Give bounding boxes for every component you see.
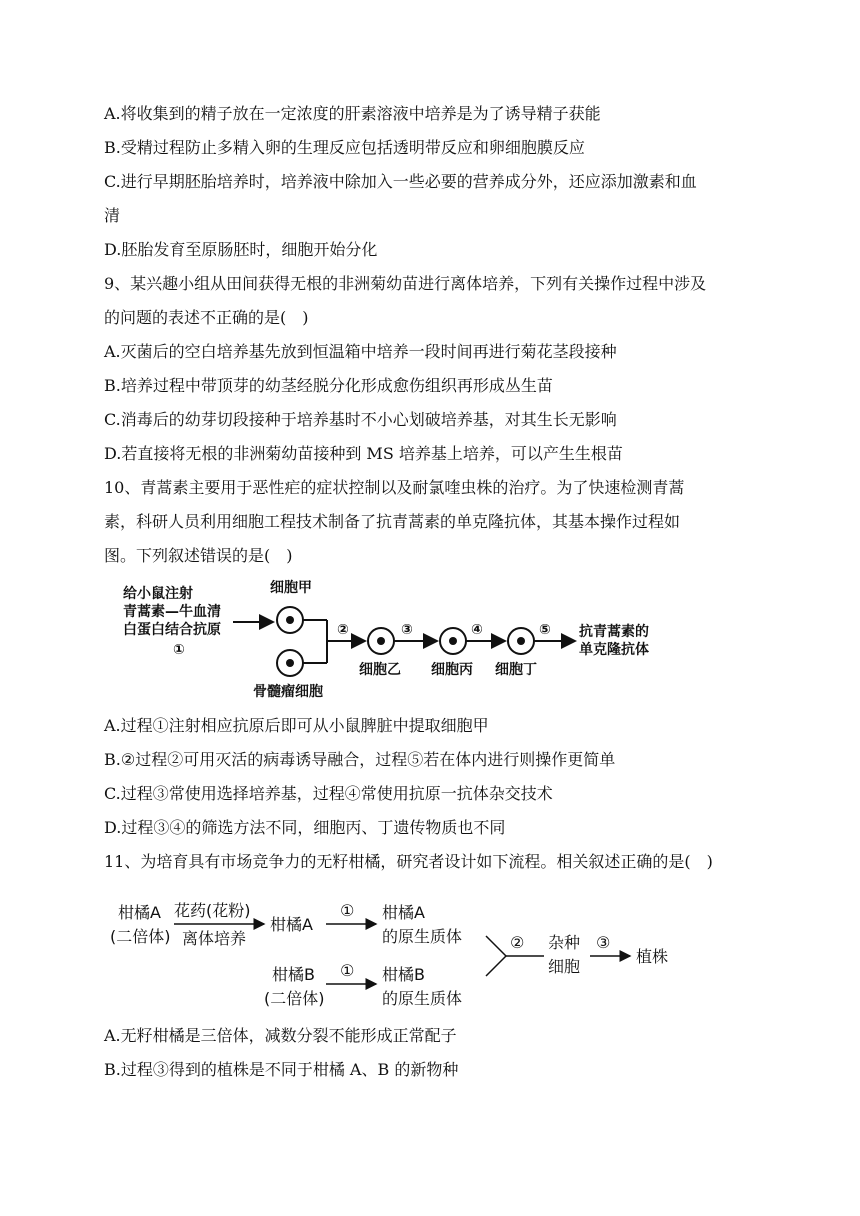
step3-label-f2: ③ [596,933,611,952]
myeloma-label: 骨髓瘤细胞 [253,684,323,700]
cell-ding-label: 细胞丁 [495,662,537,678]
inject-text-3: 白蛋白结合抗原 [123,622,221,638]
option-9a: A.灭菌后的空白培养基先放到恒温箱中培养一段时间再进行菊花茎段接种 [104,342,617,361]
proto-a-label-2: 的原生质体 [382,927,463,946]
proto-b-label-2: 的原生质体 [382,989,463,1008]
option-10d: D.过程③④的筛选方法不同，细胞丙、丁遗传物质也不同 [104,818,506,837]
orange-a-label: 柑橘A [118,903,161,922]
product-text-2: 单克隆抗体 [579,642,649,658]
plant-label: 植株 [636,947,669,966]
step2-label: ② [337,622,349,638]
option-11a: A.无籽柑橘是三倍体，减数分裂不能形成正常配子 [104,1026,457,1045]
option-8b: B.受精过程防止多精入卵的生理反应包括透明带反应和卵细胞膜反应 [104,138,585,157]
cell-yi-icon [368,628,394,654]
step1a-label: ① [340,901,355,920]
cell-jia-label: 细胞甲 [270,580,312,596]
question-10-stem-cont: 素，科研人员利用细胞工程技术制备了抗青蒿素的单克隆抗体，其基本操作过程如 [104,512,681,531]
hybrid-label-1: 杂种 [548,933,581,952]
question-10-stem-end: 图。下列叙述错误的是( ) [104,546,293,565]
orange-b-label: 柑橘B [272,965,315,984]
proto-b-label-1: 柑橘B [382,965,425,984]
question-10-stem: 10、青蒿素主要用于恶性疟的症状控制以及耐氯喹虫株的治疗。为了快速检测青蒿 [104,478,685,497]
option-9d: D.若直接将无根的非洲菊幼苗接种到 MS 培养基上培养，可以产生生根苗 [104,444,623,463]
cell-bing-icon [440,628,466,654]
option-8c: C.进行早期胚胎培养时，培养液中除加入一些必要的营养成分外，还应添加激素和血 [104,172,697,191]
option-8c-cont: 清 [104,206,121,225]
diploid-b-label: (二倍体) [264,989,325,1008]
option-9c: C.消毒后的幼芽切段接种于培养基时不小心划破培养基，对其生长无影响 [104,410,617,429]
cell-jia-icon [277,607,303,633]
cell-bing-label: 细胞丙 [431,662,473,678]
orange-a2-label: 柑橘A [270,915,313,934]
hybrid-label-2: 细胞 [548,957,581,976]
option-9b: B.培养过程中带顶芽的幼茎经脱分化形成愈伤组织再形成丛生苗 [104,376,553,395]
product-text-1: 抗青蒿素的 [579,624,649,640]
option-8a: A.将收集到的精子放在一定浓度的肝素溶液中培养是为了诱导精子获能 [104,104,601,123]
anther-label: 花药(花粉) [174,901,251,920]
step1-label: ① [173,642,185,658]
inject-text-1: 给小鼠注射 [123,586,193,602]
question-9-stem-cont: 的问题的表述不正确的是( ) [104,308,309,327]
question-9-stem: 9、某兴趣小组从田间获得无根的非洲菊幼苗进行离体培养，下列有关操作过程中涉及 [104,274,707,293]
option-10a: A.过程①注射相应抗原后即可从小鼠脾脏中提取细胞甲 [104,716,489,735]
step2-label-f2: ② [510,933,525,952]
option-10b: B.②过程②可用灭活的病毒诱导融合，过程⑤若在体内进行则操作更简单 [104,750,616,769]
monoclonal-antibody-diagram [115,578,695,703]
cell-yi-label: 细胞乙 [359,662,401,678]
question-11-stem: 11、为培育具有市场竞争力的无籽柑橘，研究者设计如下流程。相关叙述正确的是( ) [104,852,713,871]
step5-label: ⑤ [539,622,551,638]
myeloma-cell-icon [277,650,303,676]
proto-a-label-1: 柑橘A [382,903,425,922]
step1b-label: ① [340,961,355,980]
diploid-a-label: (二倍体) [110,927,171,946]
step4-label: ④ [471,622,483,638]
step3-label: ③ [401,622,413,638]
option-8d: D.胚胎发育至原肠胚时，细胞开始分化 [104,240,378,259]
option-11b: B.过程③得到的植株是不同于柑橘 A、B 的新物种 [104,1060,459,1079]
inject-text-2: 青蒿素—牛血清 [123,604,221,620]
cell-ding-icon [508,628,534,654]
citrus-breeding-diagram [108,888,688,1018]
option-10c: C.过程③常使用选择培养基，过程④常使用抗原一抗体杂交技术 [104,784,553,803]
culture-label: 离体培养 [182,929,247,948]
